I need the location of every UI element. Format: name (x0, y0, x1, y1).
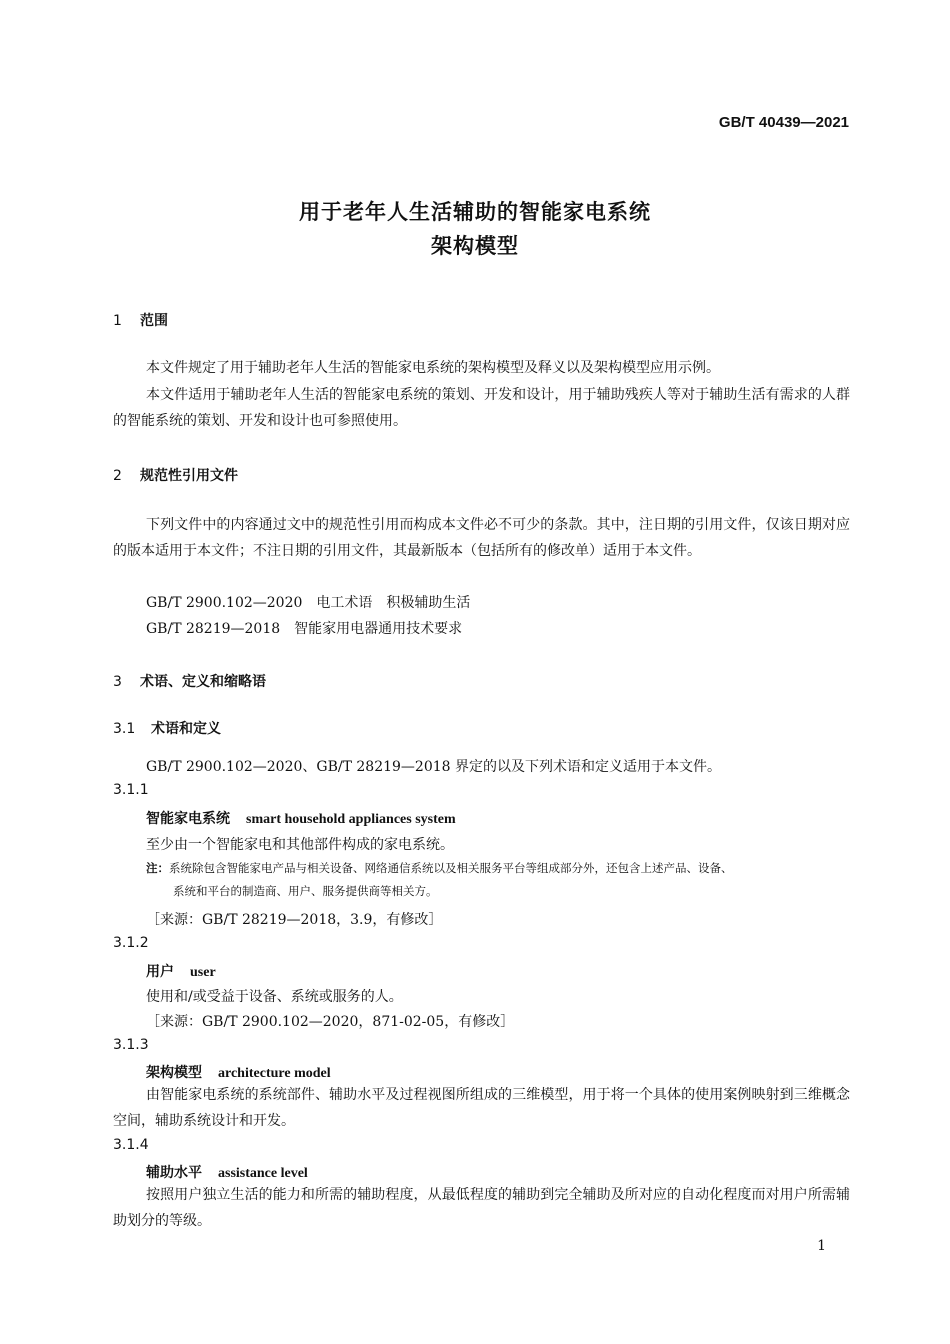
normative-reference (146, 618, 462, 638)
term-heading (146, 1062, 331, 1082)
term-note (146, 857, 850, 903)
standard-number: GB/T 40439—2021 (718, 114, 849, 131)
section-title: 范围 (140, 313, 168, 329)
term-zh: 智能家电系统 (146, 811, 230, 827)
term-zh: 辅助水平 (146, 1165, 202, 1181)
section-2-heading (113, 465, 238, 485)
term-source: ［来源：GB/T 2900.102—2020，871-02-05，有修改］ (146, 1014, 515, 1030)
reference-title: 电工术语 积极辅助生活 (316, 595, 471, 611)
term-definition: 由智能家电系统的系统部件、辅助水平及过程视图所组成的三维模型，用于将一个具体的使用案例映射到三维概念空间，辅助系统设计和开发。 (113, 1087, 850, 1129)
section-title: 术语、定义和缩略语 (140, 674, 266, 690)
term-heading (146, 1162, 308, 1182)
page-number: 1 (817, 1238, 826, 1254)
document-title-line1: 用于老年人生活辅助的智能家电系统 (299, 200, 651, 224)
term-number: 3.1.3 (113, 1037, 149, 1053)
term-number: 3.1.2 (113, 935, 149, 951)
note-label: 注： (146, 861, 169, 875)
term-source: ［来源：GB/T 28219—2018，3.9，有修改］ (146, 912, 443, 928)
paragraph: 本文件适用于辅助老年人生活的智能家电系统的策划、开发和设计，用于辅助残疾人等对于辅助生活有需求的人群的智能系统的策划、开发和设计也可参照使用。 (113, 387, 850, 429)
note-text-continued: 系统和平台的制造商、用户、服务提供商等相关方。 (173, 884, 438, 898)
term-definition: 使用和/或受益于设备、系统或服务的人。 (146, 989, 403, 1005)
term-en: user (190, 965, 216, 980)
section-1-heading (113, 310, 168, 330)
term-en: smart household appliances system (246, 812, 456, 827)
term-definition: 至少由一个智能家电和其他部件构成的家电系统。 (146, 837, 454, 853)
section-number: 2 (113, 468, 122, 484)
section-title: 规范性引用文件 (140, 468, 238, 484)
reference-code: GB/T 2900.102—2020 (146, 595, 303, 611)
term-number: 3.1.4 (113, 1137, 149, 1153)
term-definition: 按照用户独立生活的能力和所需的辅助程度，从最低程度的辅助到完全辅助及所对应的自动化程度而对用户所需辅助划分的等级。 (113, 1187, 850, 1229)
subsection-intro: GB/T 2900.102—2020、GB/T 28219—2018 界定的以及下列术语和定义适用于本文件。 (146, 759, 721, 775)
normative-reference (146, 592, 470, 612)
paragraph: 本文件规定了用于辅助老年人生活的智能家电系统的架构模型及释义以及架构模型应用示例。 (146, 360, 720, 376)
reference-code: GB/T 28219—2018 (146, 621, 281, 637)
term-heading (146, 961, 216, 981)
section-number: 1 (113, 313, 122, 329)
section-3-heading (113, 671, 266, 691)
term-en: assistance level (218, 1166, 308, 1181)
term-zh: 架构模型 (146, 1065, 202, 1081)
term-heading (146, 808, 456, 828)
subsection-number: 3.1 (113, 721, 136, 737)
subsection-3-1-heading (113, 718, 221, 738)
term-en: architecture model (218, 1066, 331, 1081)
term-zh: 用户 (146, 964, 174, 980)
section-number: 3 (113, 674, 122, 690)
subsection-title: 术语和定义 (151, 721, 221, 737)
term-number: 3.1.1 (113, 782, 149, 798)
document-title-line2: 架构模型 (431, 234, 519, 258)
reference-title: 智能家用电器通用技术要求 (294, 621, 463, 637)
note-text: 系统除包含智能家电产品与相关设备、网络通信系统以及相关服务平台等组成部分外，还包含上述产品、设备、 (169, 861, 733, 875)
paragraph: 下列文件中的内容通过文中的规范性引用而构成本文件必不可少的条款。其中，注日期的引用文件，仅该日期对应的版本适用于本文件；不注日期的引用文件，其最新版本（包括所有的修改单）适用于本文件。 (113, 517, 850, 559)
